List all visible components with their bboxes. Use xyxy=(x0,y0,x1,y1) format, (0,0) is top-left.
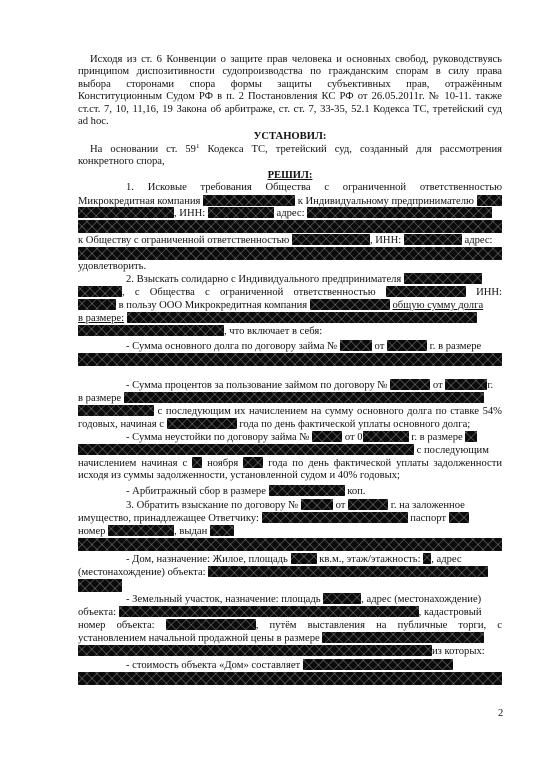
grounds-line: конкретного спора, xyxy=(78,156,165,167)
land-line: - Земельный участок, назначение: площадь , адрес (местонахождение) xyxy=(126,594,482,605)
preamble-line: выбора сторонами спора формы защиты субъективных прав, отражённым xyxy=(78,79,502,90)
redaction-block xyxy=(210,525,234,536)
preamble-line: принципом диспозитивности судопроизводства по гражданским спорам в силу права xyxy=(78,66,502,77)
house-line: (местонахождение) объекта: xyxy=(78,566,502,579)
debt-penalty-line: - Сумма неустойки по договору займа № от 0 г. в размере xyxy=(78,431,502,444)
redaction-block xyxy=(78,353,502,366)
redaction-block xyxy=(301,499,333,510)
item1-line: к Обществу с ограниченной ответственностью , ИНН: адрес: xyxy=(78,235,493,246)
redaction-block xyxy=(167,418,237,429)
redaction-block xyxy=(78,405,154,416)
redaction-block xyxy=(340,340,372,351)
redaction-block xyxy=(269,485,345,496)
house-line: - Дом, назначение: Жилое, площадь кв.м., этаж/этажность: , адрес xyxy=(126,554,462,565)
debt-interest-line: - Сумма процентов за пользование займом по договору № от г. xyxy=(126,380,494,391)
debt-interest-line: в размере xyxy=(78,392,502,405)
redaction-block xyxy=(78,286,122,297)
item2-line: 2. Взыскать солидарно с Индивидуального предпринимателя xyxy=(78,273,502,286)
redaction-block xyxy=(119,606,419,617)
redaction-block xyxy=(78,444,414,455)
redaction-block xyxy=(78,538,502,551)
redaction-block xyxy=(390,379,430,390)
redaction-block xyxy=(78,247,502,260)
redaction-block xyxy=(307,207,492,218)
redaction-block xyxy=(445,379,487,390)
redaction-block xyxy=(208,207,274,218)
redaction-block xyxy=(386,286,466,297)
redaction-block xyxy=(404,234,462,245)
redaction-block xyxy=(127,312,477,323)
redaction-block xyxy=(78,220,502,233)
redaction-block xyxy=(291,553,317,564)
item2-line: , с Общества с ограниченной ответственностью ИНН: xyxy=(78,286,502,299)
redaction-block xyxy=(78,207,174,218)
redaction-block xyxy=(363,431,409,442)
redaction-block xyxy=(192,457,202,468)
preamble-line: ad hoc. xyxy=(78,116,109,127)
heading-ustanovil: УСТАНОВИЛ: xyxy=(253,131,327,142)
debt-interest-line: с последующим их начислением на сумму основного долга по ставке 54% xyxy=(78,405,502,418)
item3-line: номер , выдан xyxy=(78,525,502,538)
debt-penalty-line: с последующим xyxy=(78,444,502,457)
debt-penalty-line: начислением начиная с ноября года по день фактической уплаты задолженности xyxy=(78,458,502,469)
land-line: из которых: xyxy=(78,645,502,658)
item2-line: в размере: xyxy=(78,312,502,325)
debt-interest-line: годовых, начиная с года по день фактической уплаты основного долга; xyxy=(78,419,471,430)
redaction-block xyxy=(477,195,502,206)
redaction-block xyxy=(262,512,408,523)
redaction-block xyxy=(404,273,482,284)
redaction-block xyxy=(387,340,427,351)
redaction-block xyxy=(208,566,488,577)
redaction-block xyxy=(243,457,263,468)
item2-line: в пользу ООО Микрокредитная компания общую сумму долга xyxy=(78,299,502,312)
redaction-block xyxy=(465,431,477,442)
heading-reshil: РЕШИЛ: xyxy=(267,170,313,181)
redaction-block xyxy=(322,632,484,643)
item1-line: , ИНН: адрес: xyxy=(78,207,502,220)
redaction-block xyxy=(166,619,256,630)
item3-line: 3. Обратить взыскание по договору № от г. на заложенное xyxy=(126,500,465,511)
redaction-block xyxy=(78,672,502,685)
preamble-line: ст.ст. 7, 10, 11,16, 19 Закона об арбитраже, ст. ст. 7, 33-35, 52.1 Кодекса ТС, третейский суд xyxy=(78,104,502,115)
redaction-block xyxy=(292,234,370,245)
redaction-block xyxy=(78,579,122,592)
item1-line: удовлетворить. xyxy=(78,261,147,272)
land-line: номер объекта: , путём выставления на публичные торги, с xyxy=(78,620,502,631)
page-number: 2 xyxy=(498,708,504,719)
redaction-block xyxy=(108,525,174,536)
land-line: объекта: , кадастровый xyxy=(78,607,482,618)
redaction-block xyxy=(303,659,453,670)
item3-line: имущество, принадлежащее Ответчику: паспорт xyxy=(78,512,502,525)
grounds-line: На основании ст. $59^1$ Кодекса ТС, третейский суд, созданный для рассмотрения xyxy=(90,144,502,155)
debt-penalty-line: исходя из суммы задолженности, установленной судом и 40% годовых; xyxy=(78,470,400,481)
redaction-block xyxy=(310,299,390,310)
land-line: установлением начальной продажной цены в размере xyxy=(78,632,502,645)
redaction-block xyxy=(124,392,484,403)
redaction-block xyxy=(78,299,116,310)
redaction-block xyxy=(323,593,361,604)
redaction-block xyxy=(78,325,224,336)
item1-line: 1. Исковые требования Общества с ограниченной ответственностью xyxy=(126,182,502,193)
debt-principal-line: - Сумма основного долга по договору займа № от г. в размере xyxy=(126,341,482,352)
redaction-block xyxy=(312,431,342,442)
arbitration-fee-line: - Арбитражный сбор в размере коп. xyxy=(126,486,366,497)
item2-line: , что включает в себя: xyxy=(78,325,502,338)
house-value-line: - стоимость объекта «Дом» составляет xyxy=(78,659,502,672)
redaction-block xyxy=(348,499,388,510)
redaction-block xyxy=(449,512,469,523)
redaction-block xyxy=(203,195,295,206)
item1-line: Микрокредитная компания к Индивидуальному предпринимателю xyxy=(78,195,502,208)
redaction-block xyxy=(78,645,432,656)
preamble-line: Исходя из ст. 6 Конвенции о защите прав человека и основных свобод, руководствуясь xyxy=(90,54,502,65)
preamble-line: Конституционным Судом РФ в п. 2 Постановления КС РФ от 26.05.2011г. № 10-11. также xyxy=(78,91,502,102)
